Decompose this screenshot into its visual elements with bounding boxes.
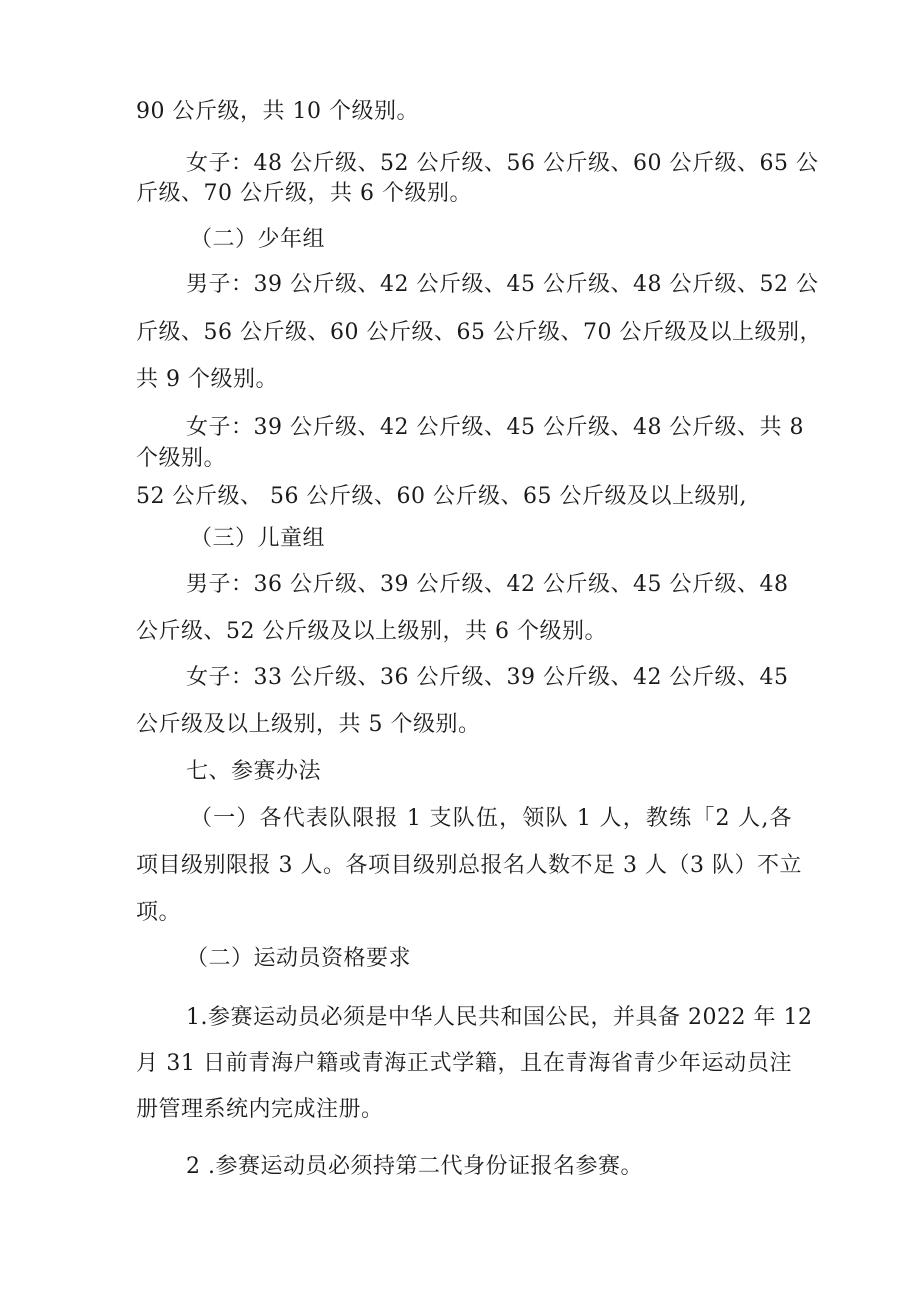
section-heading-children-group: （三）儿童组	[190, 526, 326, 551]
text-line-children-women-2: 公斤级及以上级别，共 5 个级别。	[136, 712, 481, 737]
text-line-eligibility-1-b: 月 31 日前青海户籍或青海正式学籍，且在青海省青少年运动员注	[136, 1051, 792, 1076]
text-line-team-quota-1: （一）各代表队限报 1 支队伍，领队 1 人，教练「2 人,各	[190, 806, 792, 831]
text-line-juvenile-men-3: 共 9 个级别。	[136, 367, 278, 392]
text-line-eligibility-1-a: 1.参赛运动员必须是中华人民共和国公民，并具备 2022 年 12	[186, 1005, 813, 1030]
text-line-team-quota-3: 项。	[136, 900, 182, 925]
section-heading-athlete-eligibility: （二）运动员资格要求	[186, 946, 412, 971]
section-heading-juvenile-group: （二）少年组	[190, 227, 326, 252]
text-line-juvenile-men-1: 男子：39 公斤级、42 公斤级、45 公斤级、48 公斤级、52 公	[186, 272, 819, 297]
text-line-juvenile-women-2: 个级别。	[136, 446, 227, 471]
text-line-juvenile-women-1: 女子：39 公斤级、42 公斤级、45 公斤级、48 公斤级、共 8	[186, 415, 804, 440]
text-line-weight-class-total-men: 90 公斤级，共 10 个级别。	[136, 99, 419, 124]
text-line-children-men-1: 男子：36 公斤级、39 公斤级、42 公斤级、45 公斤级、48	[186, 572, 789, 597]
text-line-team-quota-2: 项目级别限报 3 人。各项目级别总报名人数不足 3 人（3 队）不立	[136, 853, 802, 878]
section-heading-entry-rules: 七、参赛办法	[186, 759, 322, 784]
text-line-juvenile-men-2: 斤级、56 公斤级、60 公斤级、65 公斤级、70 公斤级及以上级别，	[136, 320, 822, 345]
text-line-eligibility-1-c: 册管理系统内完成注册。	[136, 1097, 384, 1122]
text-line-children-women-1: 女子：33 公斤级、36 公斤级、39 公斤级、42 公斤级、45	[186, 665, 789, 690]
text-line-women-adult-2: 斤级、70 公斤级，共 6 个级别。	[136, 181, 472, 206]
text-line-eligibility-2: 2 .参赛运动员必须持第二代身份证报名参赛。	[186, 1154, 643, 1179]
text-line-juvenile-women-3: 52 公斤级、 56 公斤级、60 公斤级、65 公斤级及以上级别,	[136, 484, 747, 509]
text-line-women-adult-1: 女子：48 公斤级、52 公斤级、56 公斤级、60 公斤级、65 公	[186, 151, 819, 176]
text-line-children-men-2: 公斤级、52 公斤级及以上级别，共 6 个级别。	[136, 619, 607, 644]
